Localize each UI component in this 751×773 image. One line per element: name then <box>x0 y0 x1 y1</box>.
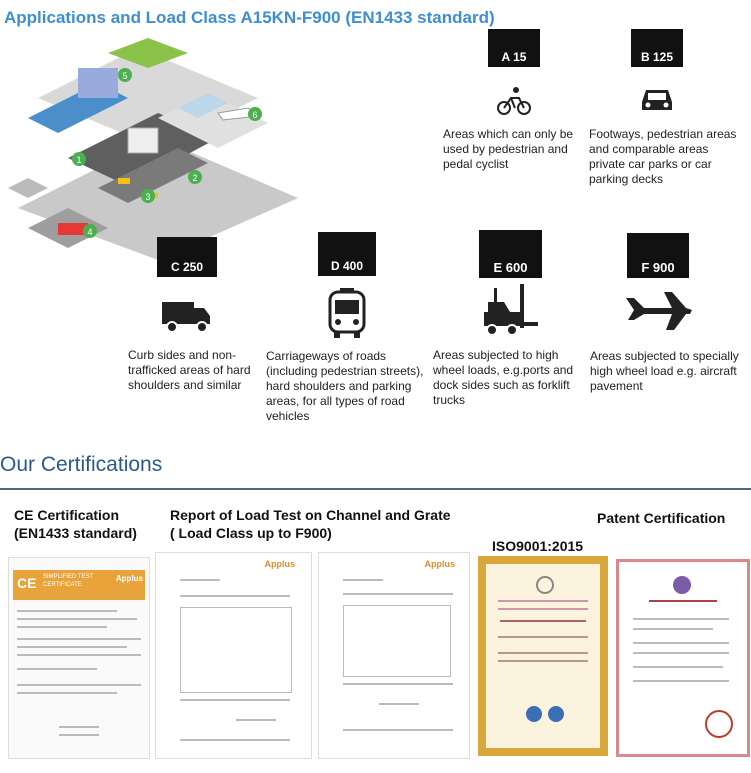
bus-icon <box>324 286 370 340</box>
load-test-report-page-1[interactable] <box>155 552 312 759</box>
load-test-report-page-2[interactable] <box>318 552 470 759</box>
ce-certificate-document[interactable] <box>8 557 150 759</box>
marker-2: 2 <box>192 173 198 183</box>
load-class-desc-e600: Areas subjected to high wheel loads, e.g.ports and dock sides such as forklift trucks <box>433 348 574 407</box>
load-test-brand-1: Applus <box>264 559 295 569</box>
bicycle-icon <box>497 86 531 116</box>
marker-3: 3 <box>145 192 151 202</box>
iso-certificate-document[interactable] <box>478 556 608 756</box>
page-title: Applications and Load Class A15KN-F900 (EN1433 standard) <box>4 8 495 27</box>
load-class-desc-b125: Footways, pedestrian areas and comparable areas private car parks or car parking decks <box>589 127 737 186</box>
ce-doc-title: SIMPLIFIED TEST CERTIFICATE <box>43 574 94 588</box>
load-class-badge-e600: E 600 <box>479 230 542 278</box>
marker-4: 4 <box>87 227 93 237</box>
load-class-badge-a15: A 15 <box>488 29 540 67</box>
forklift-icon <box>480 282 540 338</box>
load-class-desc-a15: Areas which can only be used by pedestrian and pedal cyclist <box>443 127 574 171</box>
load-class-badge-f900: F 900 <box>627 233 689 278</box>
truck-icon <box>160 298 212 334</box>
load-class-desc-c250: Curb sides and non-trafficked areas of hard shoulders and similar <box>128 348 251 392</box>
certifications-heading: Our Certifications <box>0 453 163 476</box>
load-test-title: Report of Load Test on Channel and Grate ( Load Class up to F900) <box>170 507 451 541</box>
patent-cert-title: Patent Certification <box>597 510 726 526</box>
patent-certificate-document[interactable] <box>616 559 750 757</box>
load-class-badge-b125: B 125 <box>631 29 683 67</box>
city-infrastructure-illustration <box>8 38 298 260</box>
ce-brand: Applus <box>115 574 143 583</box>
load-class-desc-d400: Carriageways of roads (including pedestrian streets), hard shoulders and parking areas, for all types of road vehicles <box>266 349 424 423</box>
load-class-badge-d400: D 400 <box>318 232 376 276</box>
marker-1: 1 <box>76 155 82 165</box>
iso-cert-title: ISO9001:2015 <box>492 538 584 554</box>
load-test-brand-2: Applus <box>424 559 455 569</box>
load-class-badge-c250: C 250 <box>157 237 217 277</box>
car-icon <box>638 84 676 114</box>
load-class-desc-f900: Areas subjected to specially high wheel load e.g. aircraft pavement <box>590 349 739 393</box>
section-divider <box>0 488 751 490</box>
ce-cert-title: CE Certification (EN1433 standard) <box>14 507 137 541</box>
airplane-icon <box>624 290 694 334</box>
marker-6: 6 <box>252 110 258 120</box>
ce-mark: CE <box>17 575 37 591</box>
marker-5: 5 <box>122 71 128 81</box>
